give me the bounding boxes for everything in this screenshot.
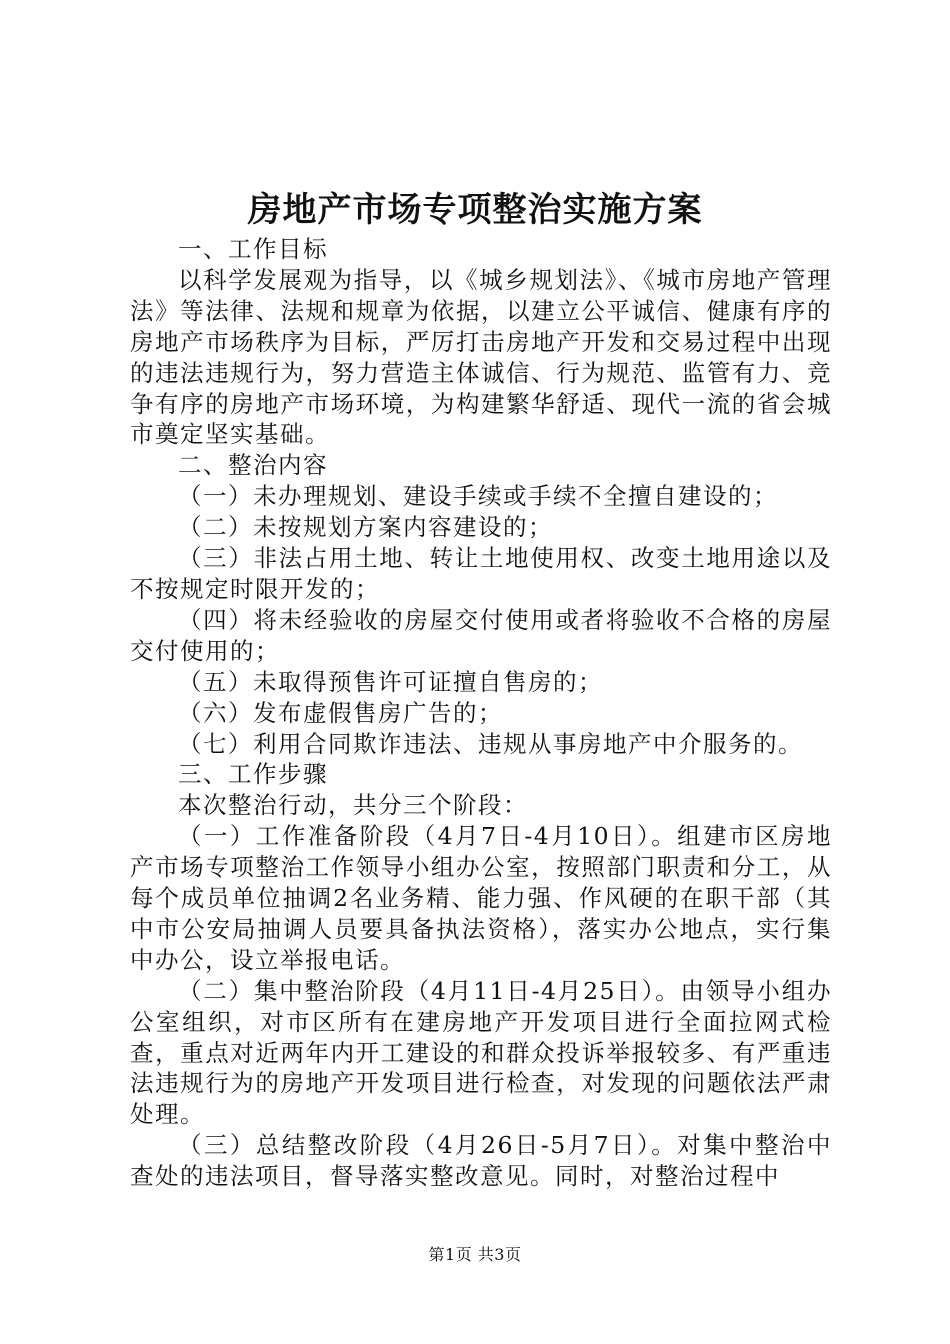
list-item: （五）未取得预售许可证擅自售房的； bbox=[178, 667, 603, 696]
section-heading-steps: 三、工作步骤 bbox=[178, 760, 328, 789]
section-heading-goals: 一、工作目标 bbox=[178, 235, 328, 263]
paragraph-goals: 以科学发展观为指导，以《城乡规划法》、《城市房地产管理法》等法律、法规和规章为依据，以建立公平诚信、健康有序的房地产市场秩序为目标，严厉打击房地产开发和交易过程中出现的违法违规行为，努力营造主体诚信、行为规范、监管有力、竞争有序的房地产市场环境，为构建繁华舒适、现代一流的省会城市奠定坚实基础。 bbox=[130, 265, 832, 449]
stage-item-rectification: （二）集中整治阶段（4月11日-4月25日）。由领导小组办公室组织，对市区所有在建房地产开发项目进行全面拉网式检查，重点对近两年内开工建设的和群众投诉举报较多、有严重违法违规行为的房地产开发项目进行检查，对发现的问题依法严肃处理。 bbox=[130, 976, 832, 1129]
document-body bbox=[130, 234, 832, 1192]
list-item: （六）发布虚假售房广告的； bbox=[178, 698, 503, 727]
section-heading-content: 二、整治内容 bbox=[178, 451, 328, 480]
stage-item-summary: （三）总结整改阶段（4月26日-5月7日）。对集中整治中查处的违法项目，督导落实整改意见。同时，对整治过程中 bbox=[130, 1131, 832, 1191]
document-title: 房地产市场专项整治实施方案 bbox=[247, 190, 703, 230]
list-item: （三）非法占用土地、转让土地使用权、改变土地用途以及不按规定时限开发的； bbox=[130, 544, 832, 603]
stage-item-preparation: （一）工作准备阶段（4月7日-4月10日）。组建市区房地产市场专项整治工作领导小组办公室，按照部门职责和分工，从每个成员单位抽调2名业务精、能力强、作风硬的在职干部（其中市公安局抽调人员要具备执法资格），落实办公地点，实行集中办公，设立举报电话。 bbox=[130, 822, 832, 974]
page-footer: 第1页 共3页 bbox=[428, 1245, 522, 1264]
paragraph-steps-intro: 本次整治行动，共分三个阶段： bbox=[178, 791, 528, 820]
list-item: （一）未办理规划、建设手续或手续不全擅自建设的； bbox=[178, 482, 778, 511]
list-item: （七）利用合同欺诈违法、违规从事房地产中介服务的。 bbox=[178, 729, 803, 758]
list-item: （二）未按规划方案内容建设的； bbox=[178, 513, 553, 542]
list-item: （四）将未经验收的房屋交付使用或者将验收不合格的房屋交付使用的； bbox=[130, 605, 832, 665]
